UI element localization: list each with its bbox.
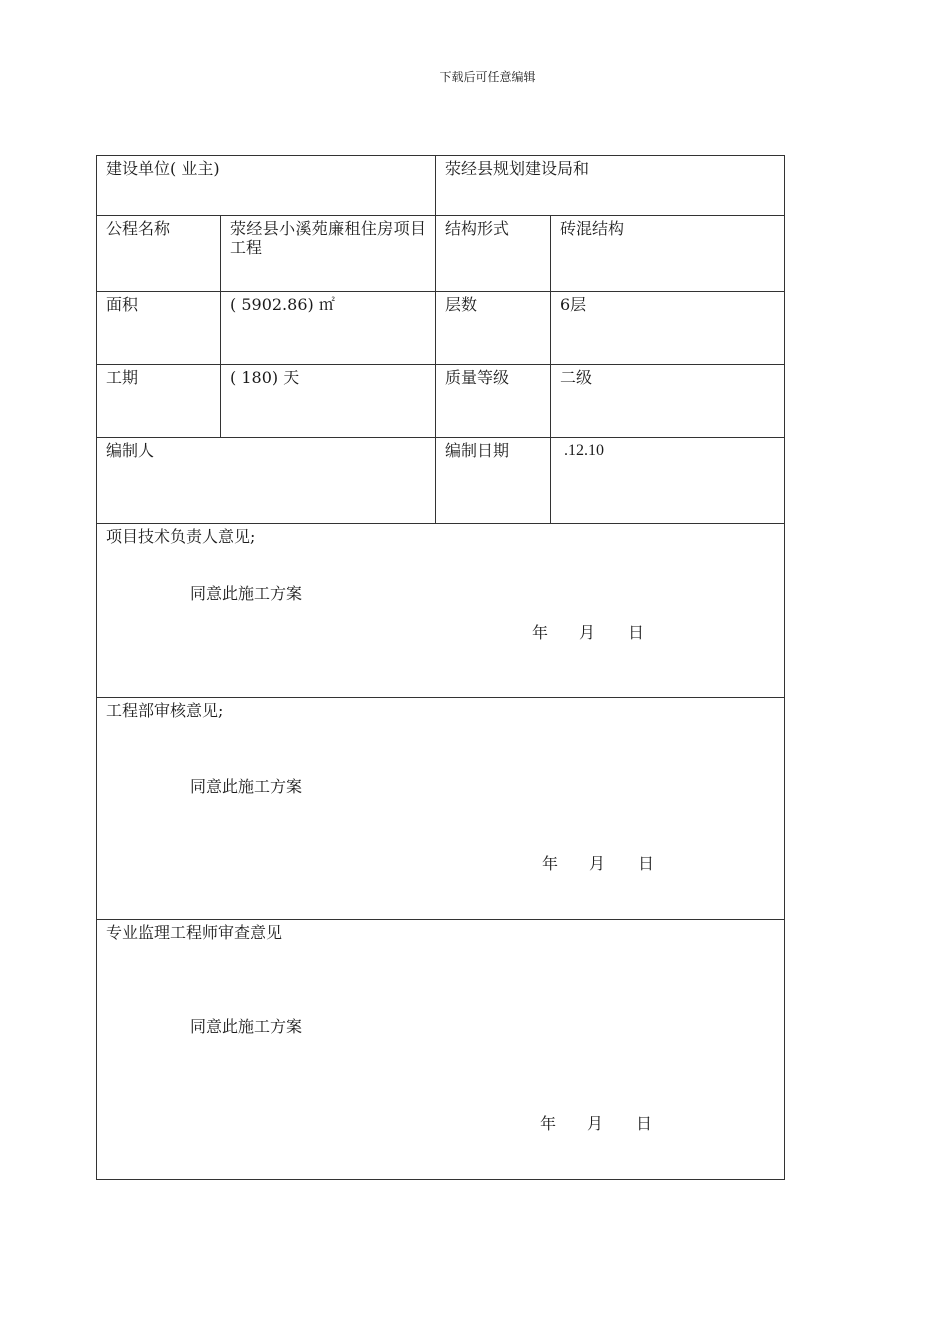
project-label: 公程名称 [106, 219, 171, 238]
year-label: 年 [542, 854, 559, 873]
tech-lead-opinion-cell [97, 524, 784, 698]
author-label-cell [97, 438, 436, 524]
owner-label: 建设单位( 业主) [106, 159, 220, 178]
day-label: 日 [638, 854, 655, 873]
floors-value: 6层 [560, 295, 587, 314]
engineering-dept-opinion-label: 工程部审核意见; [106, 701, 224, 720]
duration-value-cell [221, 365, 436, 438]
tech-lead-sign-date [532, 623, 644, 642]
page-header-note: 下载后可任意编辑 [439, 70, 536, 84]
supervisor-sign-date [540, 1114, 652, 1133]
owner-value-cell [436, 156, 784, 216]
structure-value-cell [551, 216, 784, 292]
quality-value-cell [551, 365, 784, 438]
structure-label-cell [436, 216, 551, 292]
engineering-dept-sign-date [542, 854, 654, 873]
date-value-cell [551, 438, 784, 524]
duration-value: ( 180) 天 [230, 368, 300, 387]
date-value: .12.10 [564, 442, 604, 459]
floors-label: 层数 [445, 295, 478, 314]
owner-label-cell [97, 156, 436, 216]
project-label-cell [97, 216, 221, 292]
structure-value: 砖混结构 [560, 219, 625, 238]
duration-label-cell [97, 365, 221, 438]
area-label-cell [97, 292, 221, 365]
quality-value: 二级 [560, 368, 593, 387]
engineering-dept-opinion-cell [97, 698, 784, 920]
year-label: 年 [540, 1114, 557, 1133]
engineering-dept-comment: 同意此施工方案 [190, 777, 303, 796]
day-label: 日 [628, 623, 645, 642]
project-value: 荥经县小溪苑廉租住房项目工程 [230, 219, 426, 257]
supervisor-opinion-cell [97, 920, 784, 1179]
area-value: ( 5902.86) ㎡ [230, 295, 335, 314]
floors-label-cell [436, 292, 551, 365]
month-label: 月 [579, 623, 596, 642]
area-value-cell [221, 292, 436, 365]
date-label-cell [436, 438, 551, 524]
duration-label: 工期 [106, 368, 139, 387]
owner-value: 荥经县规划建设局和 [445, 159, 590, 178]
month-label: 月 [589, 854, 606, 873]
approval-form-table [96, 155, 785, 1180]
area-label: 面积 [106, 295, 139, 314]
supervisor-comment: 同意此施工方案 [190, 1017, 303, 1036]
month-label: 月 [587, 1114, 604, 1133]
tech-lead-comment: 同意此施工方案 [190, 584, 303, 603]
date-label: 编制日期 [445, 441, 510, 460]
year-label: 年 [532, 623, 549, 642]
supervisor-opinion-label: 专业监理工程师审查意见 [106, 923, 283, 942]
project-value-cell [221, 216, 436, 292]
quality-label: 质量等级 [445, 368, 510, 387]
tech-lead-opinion-label: 项目技术负责人意见; [106, 527, 256, 546]
author-label: 编制人 [106, 441, 155, 460]
floors-value-cell [551, 292, 784, 365]
quality-label-cell [436, 365, 551, 438]
day-label: 日 [636, 1114, 653, 1133]
structure-label: 结构形式 [445, 219, 510, 238]
